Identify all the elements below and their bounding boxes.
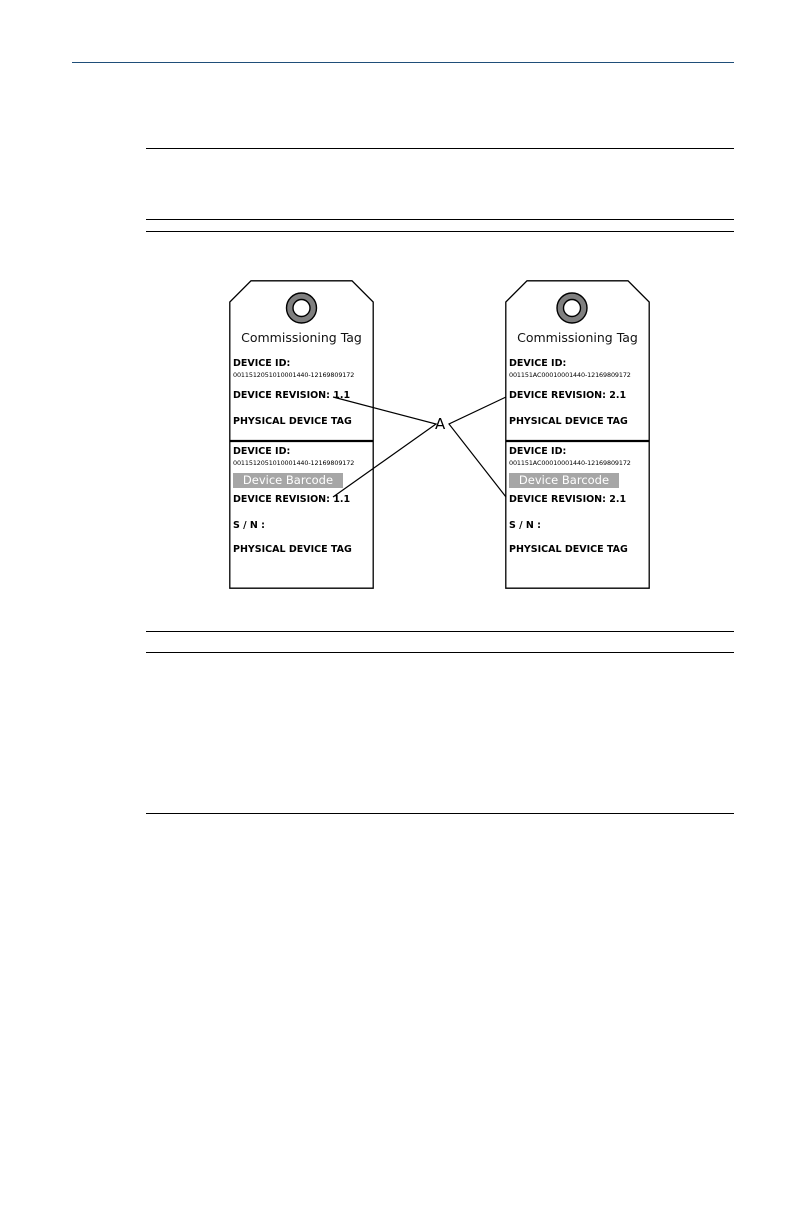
- lower-device-revision-label: DEVICE REVISION: 1.1: [233, 494, 351, 505]
- lower-device-id-value: 001151AC00010001440-12169809172: [509, 459, 631, 467]
- tag-hole-icon: [557, 293, 587, 323]
- tag-outline: [229, 280, 374, 589]
- tag-title: Commissioning Tag: [517, 330, 638, 345]
- lower-device-revision-label: DEVICE REVISION: 2.1: [509, 494, 627, 505]
- device-revision-label: DEVICE REVISION: 2.1: [509, 390, 627, 401]
- lower-device-id-value: 0011512051010001440-12169809172: [233, 459, 355, 467]
- header-rule: [72, 62, 734, 63]
- serial-number-label: S / N :: [233, 520, 265, 531]
- serial-number-label: S / N :: [509, 520, 541, 531]
- section-rule-bottom: [146, 813, 734, 814]
- lower-device-id-label: DEVICE ID:: [509, 446, 567, 457]
- callout-label-a: A: [435, 415, 446, 433]
- device-id-label: DEVICE ID:: [509, 358, 567, 369]
- tag-hole-icon: [287, 293, 317, 323]
- device-id-value: 0011512051010001440-12169809172: [233, 371, 355, 379]
- tag-title: Commissioning Tag: [241, 330, 362, 345]
- commissioning-tag-right: [505, 280, 650, 589]
- device-revision-label: DEVICE REVISION: 1.1: [233, 390, 351, 401]
- lower-physical-device-tag-label: PHYSICAL DEVICE TAG: [233, 544, 352, 555]
- physical-device-tag-label: PHYSICAL DEVICE TAG: [233, 416, 352, 427]
- device-id-label: DEVICE ID:: [233, 358, 291, 369]
- commissioning-tag-left: [229, 280, 374, 589]
- lower-device-id-label: DEVICE ID:: [233, 446, 291, 457]
- section-rule-top: [146, 148, 734, 149]
- device-barcode: Device Barcode: [233, 473, 343, 488]
- section-rule-mid-1: [146, 219, 734, 220]
- device-id-value: 001151AC00010001440-12169809172: [509, 371, 631, 379]
- section-rule-mid-4: [146, 652, 734, 653]
- physical-device-tag-label: PHYSICAL DEVICE TAG: [509, 416, 628, 427]
- section-rule-mid-3: [146, 631, 734, 632]
- device-barcode: Device Barcode: [509, 473, 619, 488]
- tag-outline: [505, 280, 650, 589]
- section-rule-mid-2: [146, 231, 734, 232]
- lower-physical-device-tag-label: PHYSICAL DEVICE TAG: [509, 544, 628, 555]
